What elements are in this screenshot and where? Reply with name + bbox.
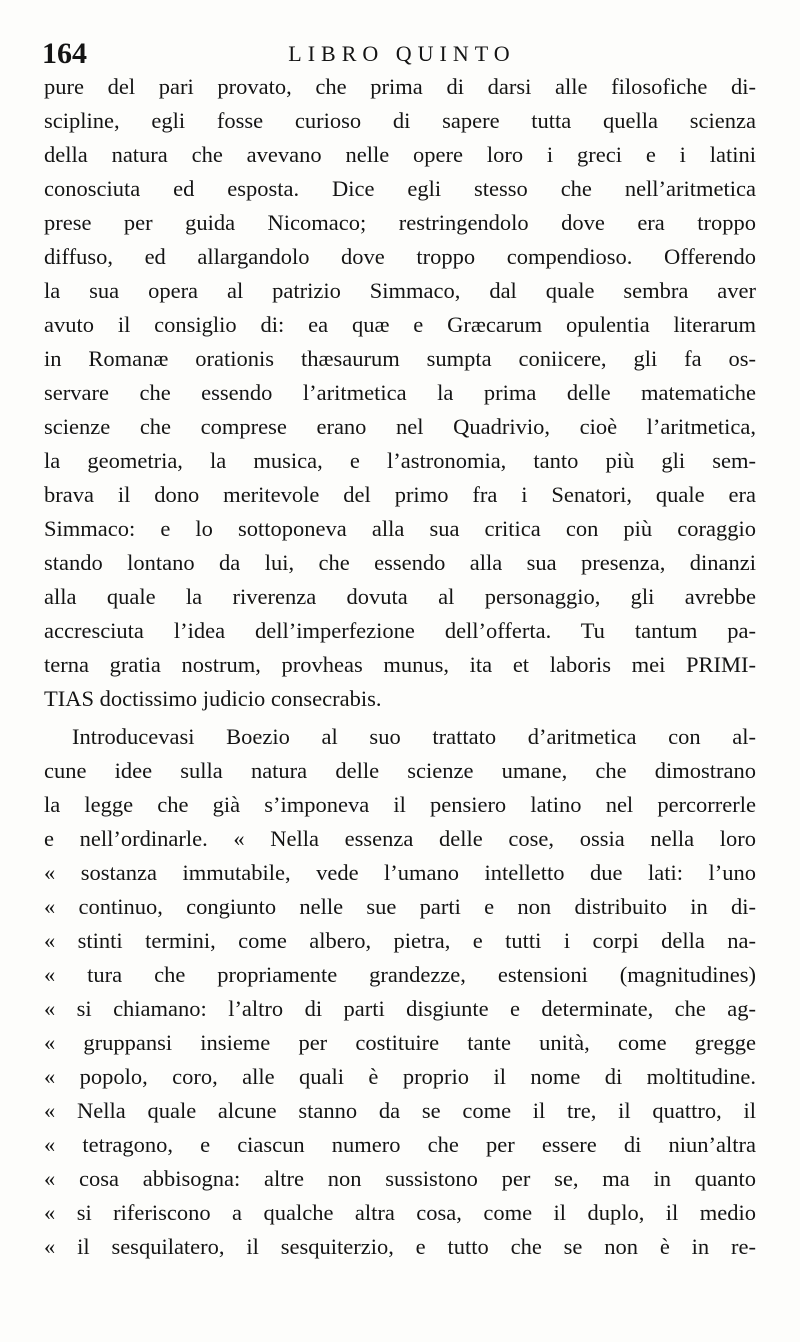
text-line: « popolo, coro, alle quali è proprio il nome di moltitudine. <box>44 1064 756 1089</box>
text-line: scipline, egli fosse curioso di sapere tutta quella scienza <box>44 108 756 133</box>
text-line: « tetragono, e ciascun numero che per essere di niun’altra <box>44 1132 756 1157</box>
text-line: « il sesquilatero, il sesquiterzio, e tutto che se non è in re- <box>44 1234 756 1259</box>
text-line: la geometria, la musica, e l’astronomia, tanto più gli sem- <box>44 448 756 473</box>
text-line: « Nella quale alcune stanno da se come il tre, il quattro, il <box>44 1098 756 1123</box>
text-line: diffuso, ed allargandolo dove troppo compendioso. Offerendo <box>44 244 756 269</box>
text-line: prese per guida Nicomaco; restringendolo dove era troppo <box>44 210 756 235</box>
page-number: 164 <box>42 37 87 70</box>
text-line: accresciuta l’idea dell’imperfezione dell’offerta. Tu tantum pa- <box>44 618 756 643</box>
text-line: alla quale la riverenza dovuta al personaggio, gli avrebbe <box>44 584 756 609</box>
text-line: Simmaco: e lo sottoponeva alla sua critica con più coraggio <box>44 516 756 541</box>
text-line: TIAS doctissimo judicio consecrabis. <box>44 686 382 711</box>
running-title: LIBRO QUINTO <box>288 41 516 66</box>
text-line: pure del pari provato, che prima di darsi alle filosofiche di- <box>44 74 756 99</box>
text-line: la sua opera al patrizio Simmaco, dal quale sembra aver <box>44 278 756 303</box>
text-line: « stinti termini, come albero, pietra, e tutti i corpi della na- <box>44 928 756 953</box>
text-line: « gruppansi insieme per costituire tante unità, come gregge <box>44 1030 756 1055</box>
text-line: Introducevasi Boezio al suo trattato d’aritmetica con al- <box>72 724 756 749</box>
page-header <box>42 34 762 74</box>
text-line: stando lontano da lui, che essendo alla sua presenza, dinanzi <box>44 550 756 575</box>
text-line: « sostanza immutabile, vede l’umano intelletto due lati: l’uno <box>44 860 756 885</box>
text-line: avuto il consiglio di: ea quæ e Græcarum opulentia literarum <box>44 312 756 337</box>
text-line: brava il dono meritevole del primo fra i Senatori, quale era <box>44 482 756 507</box>
body-text <box>44 70 756 1264</box>
text-line: « continuo, congiunto nelle sue parti e non distribuito in di- <box>44 894 756 919</box>
text-line: conosciuta ed esposta. Dice egli stesso che nell’aritmetica <box>44 176 756 201</box>
text-line: della natura che avevano nelle opere loro i greci e i latini <box>44 142 756 167</box>
text-line: « tura che propriamente grandezze, estensioni (magnitudines) <box>44 962 756 987</box>
text-line: « si riferiscono a qualche altra cosa, come il duplo, il medio <box>44 1200 756 1225</box>
text-line: la legge che già s’imponeva il pensiero latino nel percorrerle <box>44 792 756 817</box>
text-line: servare che essendo l’aritmetica la prima delle matematiche <box>44 380 756 405</box>
text-line: « si chiamano: l’altro di parti disgiunte e determinate, che ag- <box>44 996 756 1021</box>
text-line: « cosa abbisogna: altre non sussistono per se, ma in quanto <box>44 1166 756 1191</box>
text-line: e nell’ordinarle. « Nella essenza delle cose, ossia nella loro <box>44 826 756 851</box>
text-line: in Romanæ orationis thæsaurum sumpta coniicere, gli fa os- <box>44 346 756 371</box>
text-line: cune idee sulla natura delle scienze umane, che dimostrano <box>44 758 756 783</box>
text-line: scienze che comprese erano nel Quadrivio, cioè l’aritmetica, <box>44 414 756 439</box>
text-line: terna gratia nostrum, provheas munus, ita et laboris mei PRIMI- <box>44 652 756 677</box>
